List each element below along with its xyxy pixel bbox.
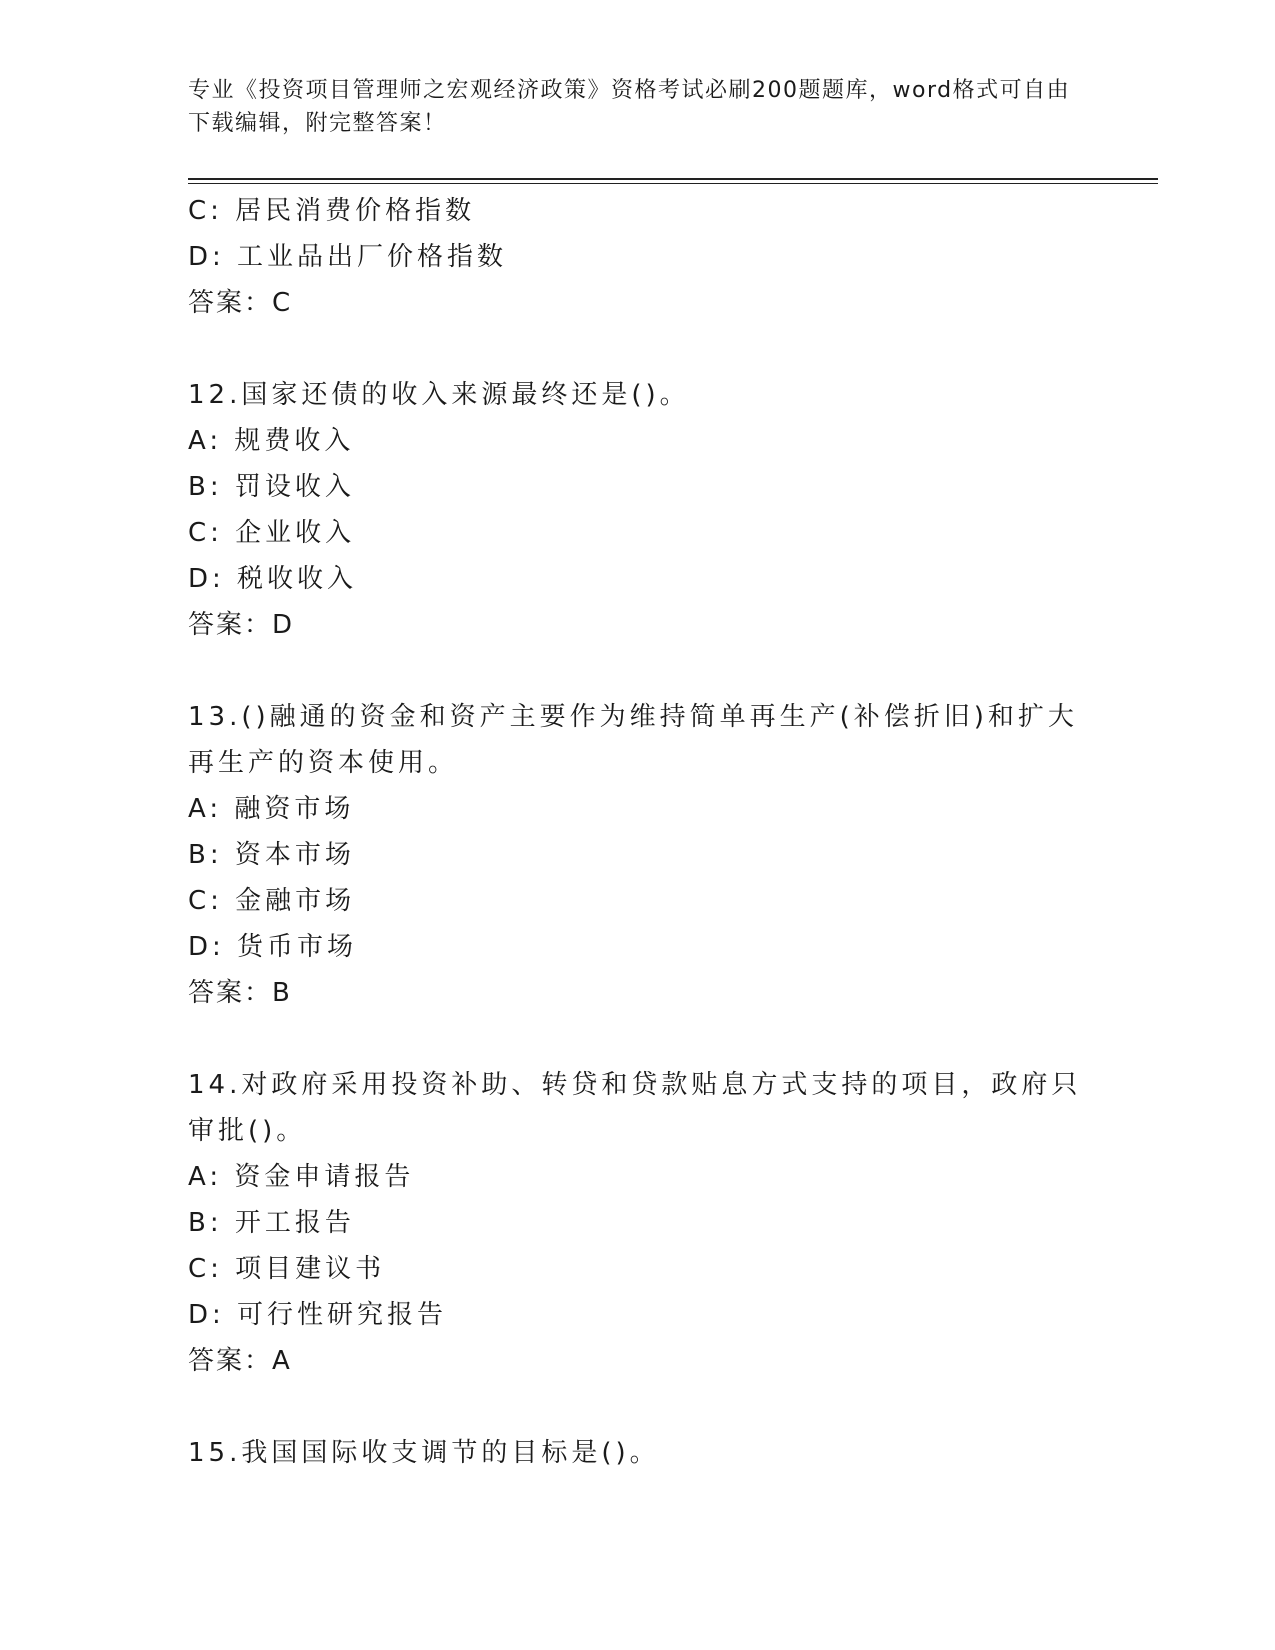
option-c: C: 居民消费价格指数 [188,196,476,226]
option-d: D: 货币市场 [188,932,358,962]
question-stem: 13.()融通的资金和资产主要作为维持简单再生产(补偿折旧)和扩大再生产的资本使用。 [188,702,1078,778]
question-14 [188,1062,1088,1384]
option-a: A: 资金申请报告 [188,1162,415,1192]
question-list [188,188,1088,1476]
question-11-continuation [188,188,1088,326]
question-stem: 12.国家还债的收入来源最终还是()。 [188,380,690,410]
question-15 [188,1430,1088,1476]
option-d: D: 可行性研究报告 [188,1300,448,1330]
document-header: 专业《投资项目管理师之宏观经济政策》资格考试必刷200题题库，word格式可自由下载编辑，附完整答案！ [188,78,1071,136]
option-b: B: 资本市场 [188,840,355,870]
question-12 [188,372,1088,648]
header-divider-thin [188,183,1158,184]
header-divider-thick [188,178,1158,180]
option-b: B: 开工报告 [188,1208,355,1238]
option-c: C: 项目建议书 [188,1254,386,1284]
answer-line: 答案：B [188,978,292,1008]
option-b: B: 罚设收入 [188,472,355,502]
option-d: D: 工业品出厂价格指数 [188,242,508,272]
option-c: C: 金融市场 [188,886,356,916]
answer-line: 答案：D [188,610,295,640]
answer-line: 答案：A [188,1346,292,1376]
answer-line: 答案：C [188,288,293,318]
option-c: C: 企业收入 [188,518,356,548]
option-a: A: 规费收入 [188,426,355,456]
question-13 [188,694,1088,1016]
question-stem: 14.对政府采用投资补助、转贷和贷款贴息方式支持的项目，政府只审批()。 [188,1070,1082,1146]
option-a: A: 融资市场 [188,794,355,824]
option-d: D: 税收收入 [188,564,358,594]
question-stem: 15.我国国际收支调节的目标是()。 [188,1438,660,1468]
